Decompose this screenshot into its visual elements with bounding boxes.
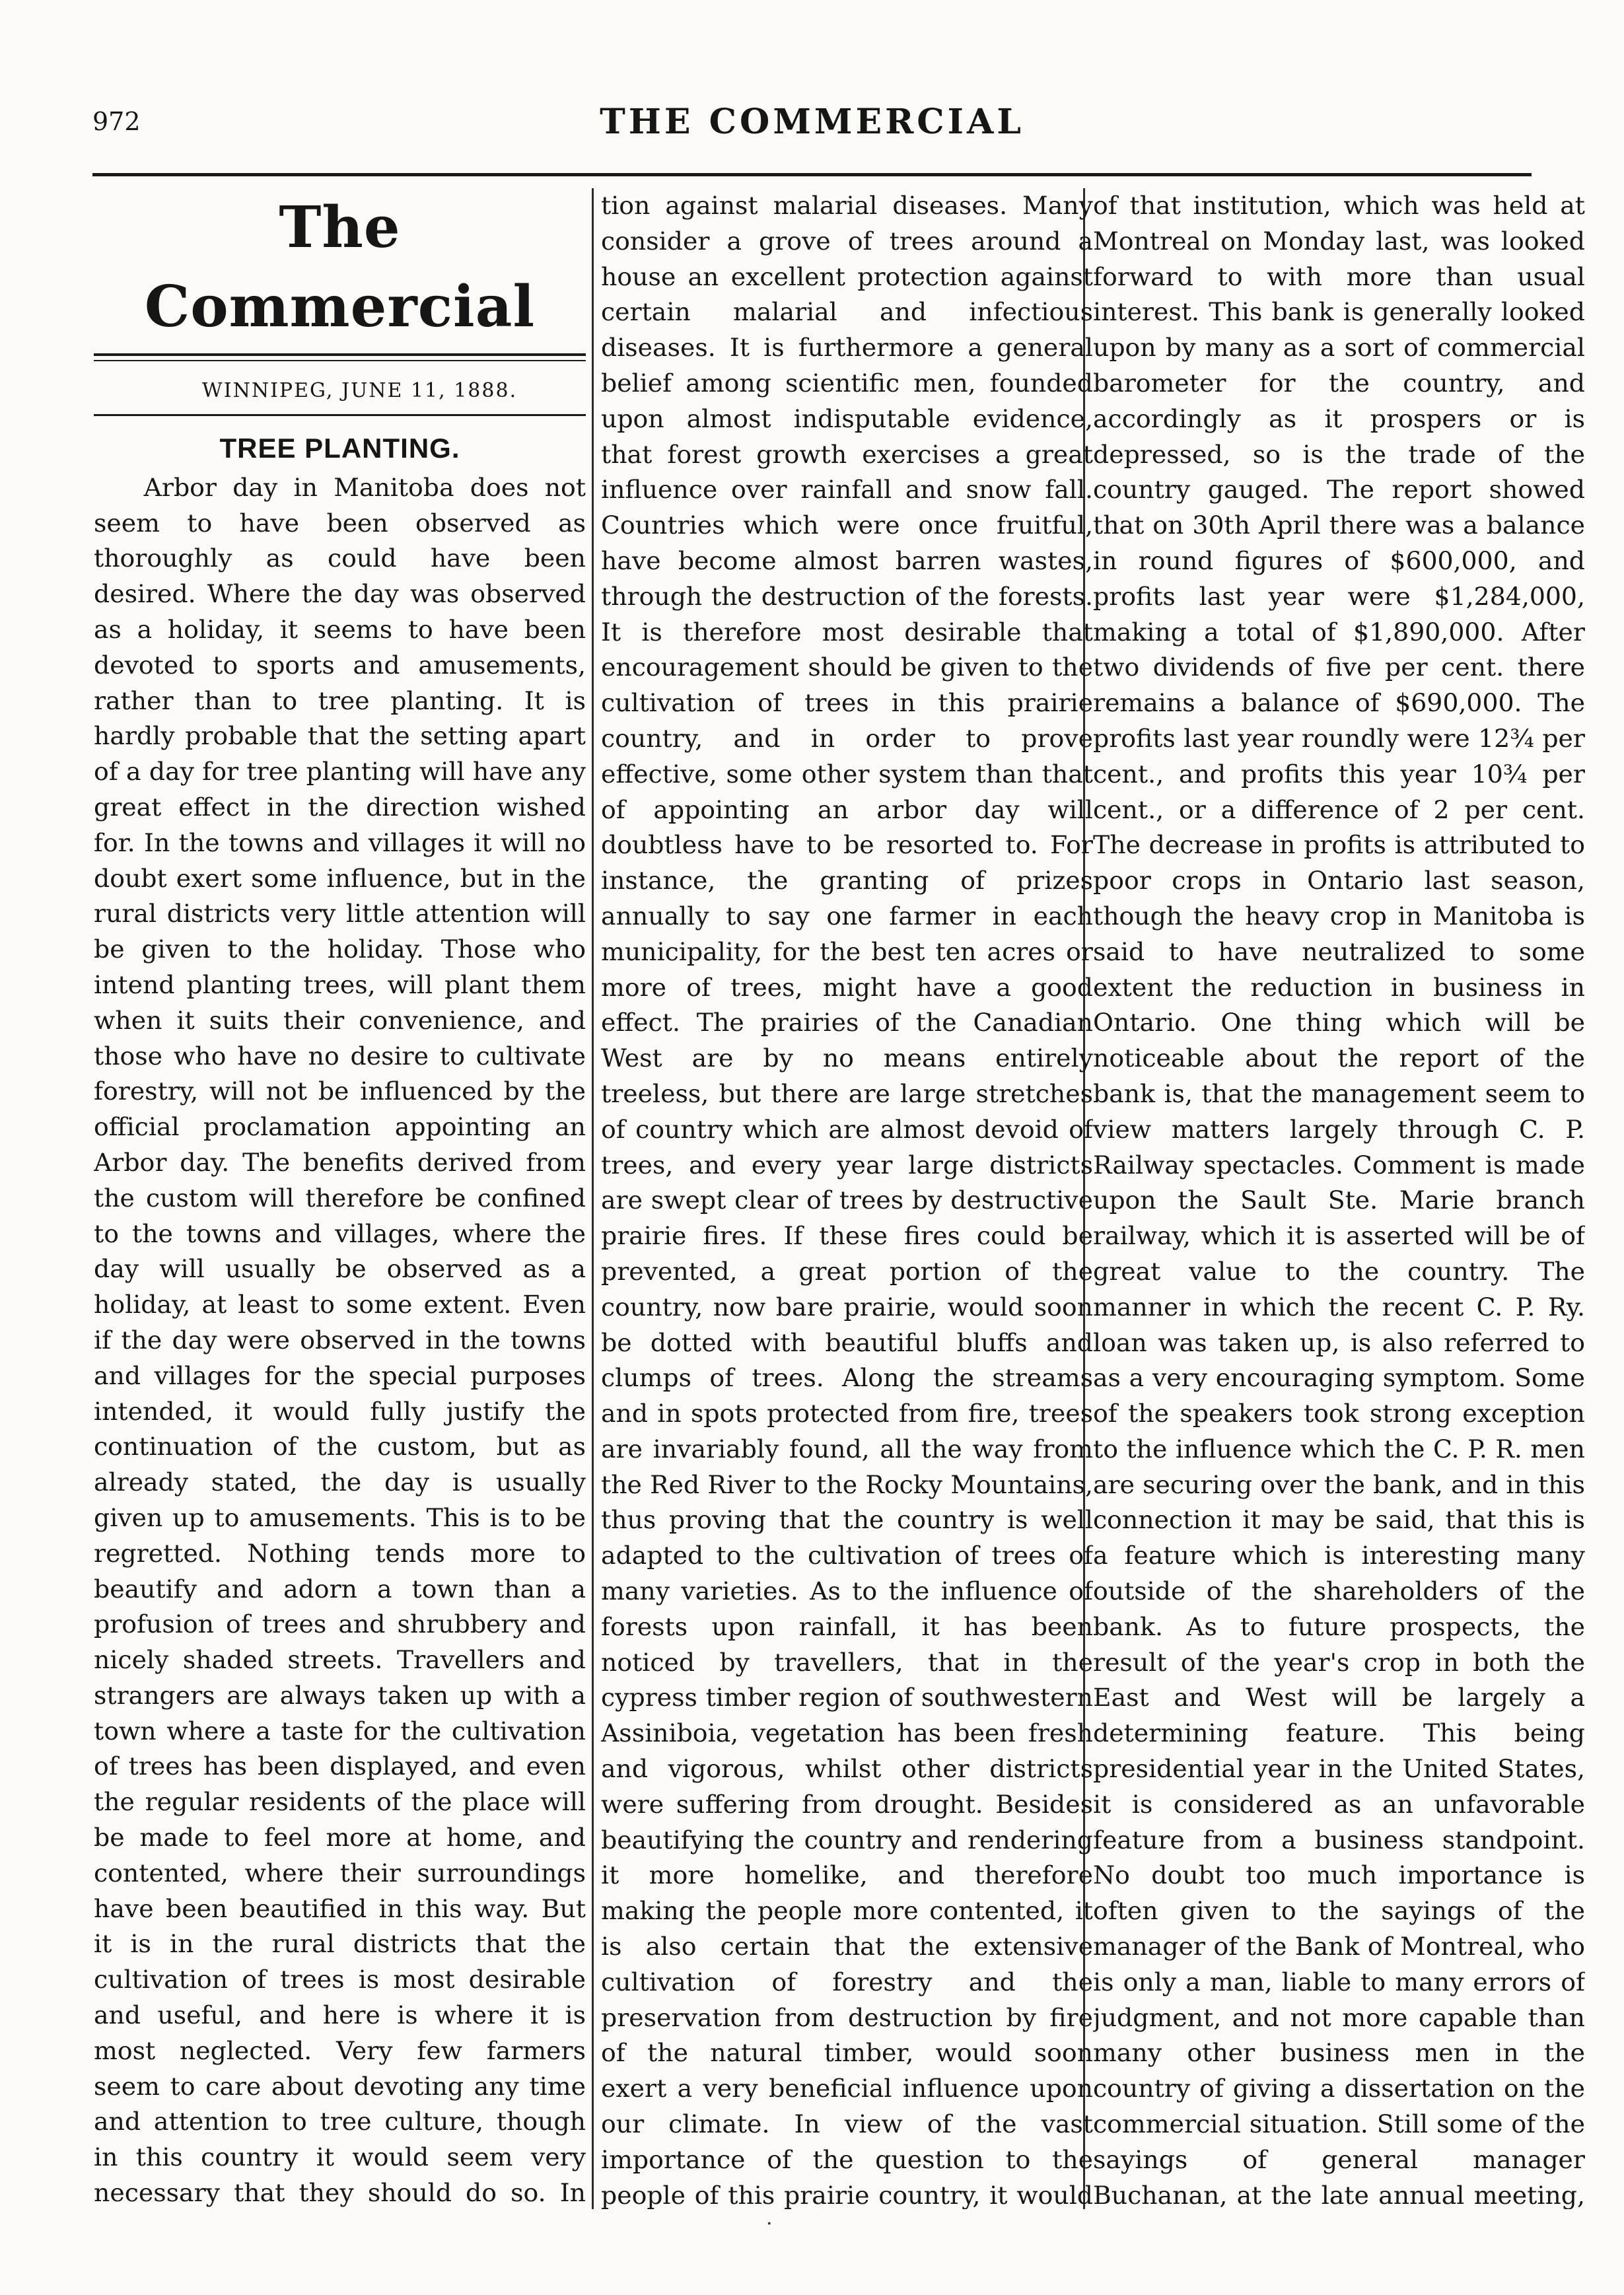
column-1 <box>94 188 586 2209</box>
running-title: THE COMMERCIAL <box>600 102 1024 142</box>
column-2 <box>601 188 1093 2209</box>
masthead-title: The Commercial <box>144 194 536 340</box>
column-3 <box>1093 188 1585 2209</box>
column-divider <box>592 188 594 2209</box>
article-headline: TREE PLANTING. <box>219 432 460 464</box>
page-number: 972 <box>92 107 141 136</box>
dateline: WINNIPEG, JUNE 11, 1888. <box>201 379 518 402</box>
header-rule <box>92 173 1532 176</box>
footer-mark: · <box>766 2212 773 2236</box>
article-paragraph: of that institution, which was held at Montreal on Monday last, was looked forward to with more than usual interest. This bank is generally looked upon by many as a sort of commercial barometer for the country, and accordingly as it prospers or is depressed, so is the trade of the country gauged. The report showed that on 30th April there was a balance in round figures of $600,000, and profits last year were $1,284,000, making a total of $1,890,000. After two dividends of five per cent. there remains a balance of $690,000. The profits last year roundly were 12¾ per cent., and profits this year 10¾ per cent., or a difference of 2 per cent. The decrease in profits is attributed to poor crops in Ontario last season, though the heavy crop in Manitoba is said to have neutralized to some extent the reduction in business in Ontario. One thing which will be noticeable about the report of the bank is, that the management seem to view matters largely through C. P. Railway spectacles. Comment is made upon the Sault Ste. Marie branch railway, which it is asserted will be of great value to the country. The manner in which the recent C. P. Ry. loan was taken up, is also referred to as a very encouraging symptom. Some of the speakers took strong exception to the influence which the C. P. R. men are securing over the bank, and in this connection it may be said, that this is a feature which is interesting many outside of the shareholders of the bank. As to future prospects, the result of the year's crop in both the East and West will be largely a determining feature. This being presidential year in the United States, it is considered as an unfavorable feature from a business standpoint. No doubt too much importance is often given to the sayings of the manager of the Bank of Montreal, who is only a man, liable to many errors of judgment, and not more capable than many other business men in the country of giving a dissertation on the commercial situation. Still some of the sayings of general manager Buchanan, at the late annual meeting, <box>1093 191 1585 2209</box>
article-paragraph: Arbor day in Manitoba does not seem to have been observed as thoroughly as could have been desired. Where the day was observed as a holiday, it seems to have been devoted to sports and amusements, rather than to tree planting. It is hardly probable that the setting apart of a day for tree planting will have any great effect in the direction wished for. In the towns and villages it will no doubt exert some influence, but in the rural districts very little attention will be given to the holiday. Those who intend planting trees, will plant them when it suits their convenience, and those who have no desire to cultivate forestry, will not be influenced by the official proclamation appointing an Arbor day. The benefits derived from the custom will therefore be confined to the towns and villages, where the day will usually be observed as a holiday, at least to some extent. Even if the day were observed in the towns and villages for the special purposes intended, it would fully justify the continuation of the custom, but as already stated, the day is usually given up to amusements. This is to be regretted. Nothing tends more to beautify and adorn a town than a profusion of trees and shrubbery and nicely shaded streets. Travellers and strangers are always taken up with a town where a taste for the cultivation of trees has been displayed, and even the regular residents of the place will be made to feel more at home, and contented, where their surroundings have been beautified in this way. But it is in the rural districts that the cultivation of trees is most desirable and useful, and here is where it is most neglected. Very few farmers seem to care about devoting any time and attention to tree culture, though in this country it would seem very necessary that they should do so. In <box>94 472 586 2208</box>
article-paragraph: tion against malarial diseases. Many consider a grove of trees around a house an excellent protection against certain malarial and infectious diseases. It is furthermore a general belief among scientific men, founded upon almost indisputable evidence, that forest growth exercises a great influence over rainfall and snow fall. Countries which were once fruitful, have become almost barren wastes, through the destruction of the forests. It is therefore most desirable that encouragement should be given to the cultivation of trees in this prairie country, and in order to prove effective, some other system than that of appointing an arbor day will doubtless have to be resorted to. For instance, the granting of prizes annually to say one farmer in each municipality, for the best ten acres or more of trees, might have a good effect. The prairies of the Canadian West are by no means entirely treeless, but there are large stretches of country which are almost devoid of trees, and every year large districts are swept clear of trees by destructive prairie fires. If these fires could be prevented, a great portion of the country, now bare prairie, would soon be dotted with beautiful bluffs and clumps of trees. Along the streams and in spots protected from fire, trees are invariably found, all the way from the Red River to the Rocky Mountains, thus proving that the country is well adapted to the cultivation of trees of many varieties. As to the influence of forests upon rainfall, it has been noticed by travellers, that in the cypress timber region of southwestern Assiniboia, vegetation has been fresh and vigorous, whilst other districts were suffering from drought. Besides beautifying the country and rendering it more homelike, and therefore making the people more contented, it is also certain that the extensive cultivation of forestry and the preservation from destruction by fire of the natural timber, would soon exert a very beneficial influence upon our climate. In view of the vast importance of the question to the people of this prairie country, it would <box>601 191 1093 2209</box>
masthead-rule <box>94 353 586 361</box>
running-head <box>92 99 1532 152</box>
dateline-rule <box>94 414 586 416</box>
